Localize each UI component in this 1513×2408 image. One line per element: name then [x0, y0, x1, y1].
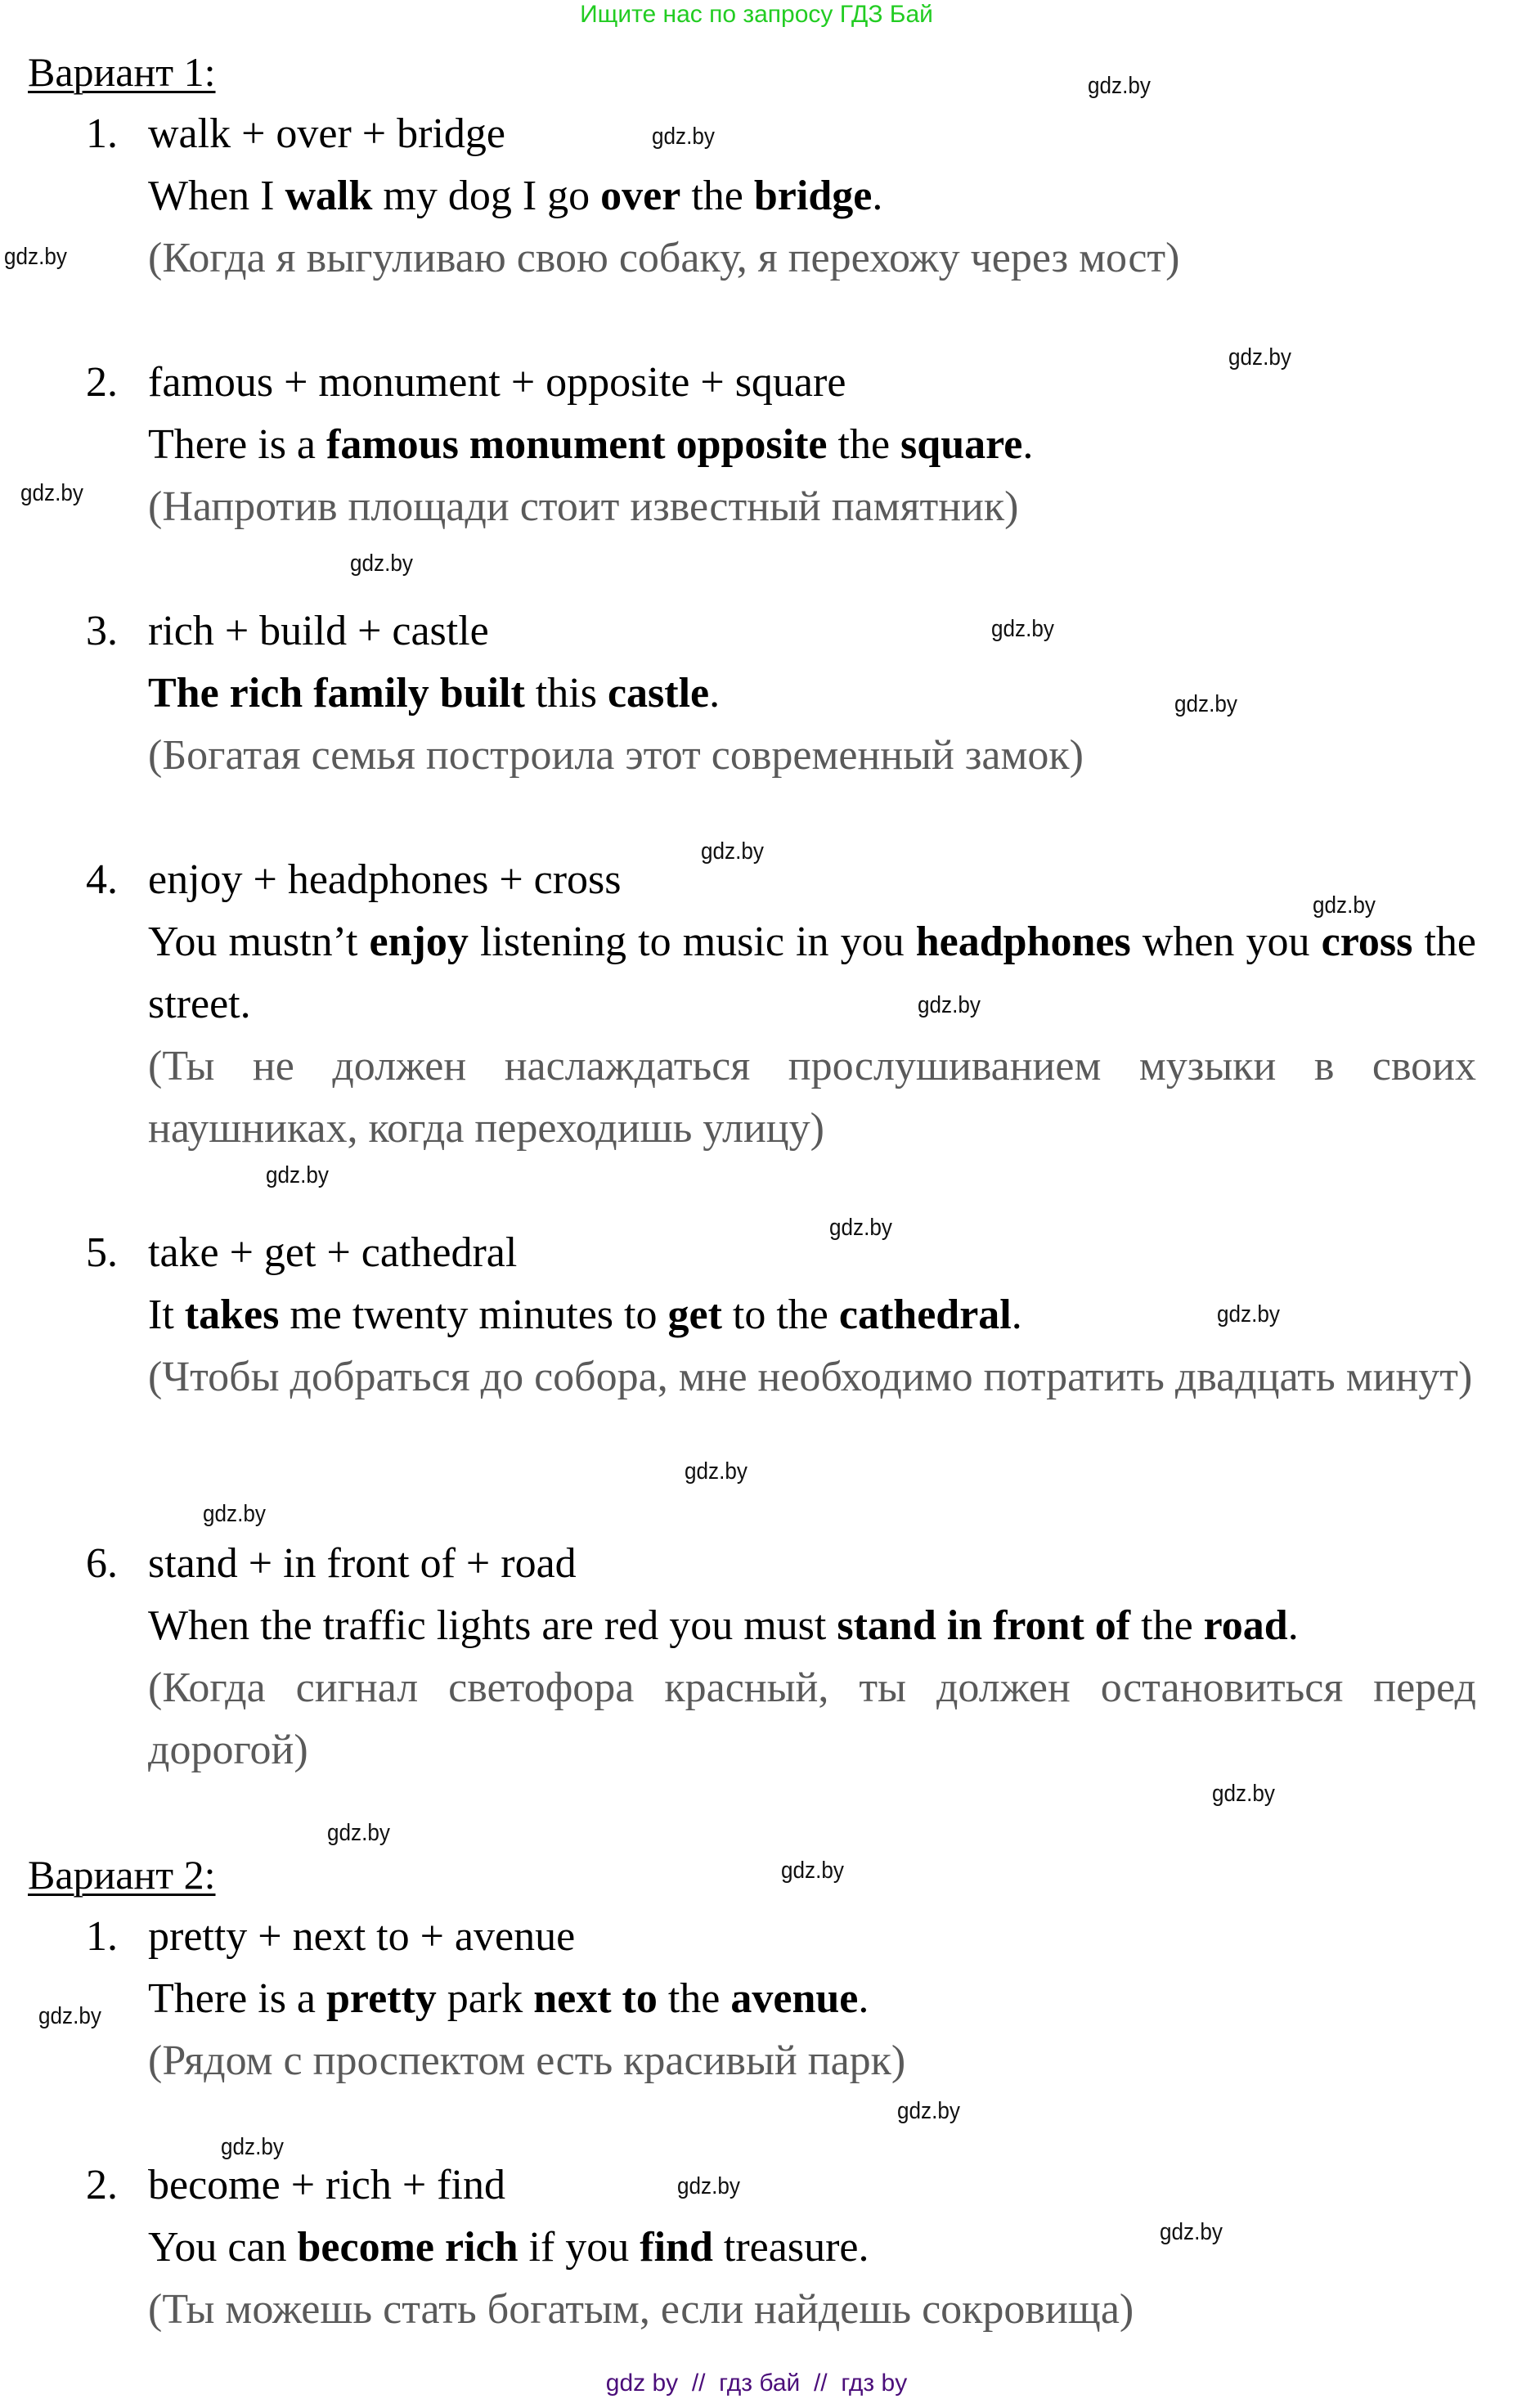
item-sentence — [148, 911, 1476, 1036]
sentence-text: the street. — [148, 919, 1476, 1027]
keyword-bold: find — [640, 2224, 713, 2271]
sentence-text: There is a — [148, 1975, 327, 2022]
item-number: 3. — [86, 608, 118, 654]
sentence-text: me twenty minutes to — [279, 1292, 668, 1338]
item-prompt: take + get + cathedral — [148, 1229, 518, 1276]
item-sentence — [148, 414, 1476, 476]
keyword-bold: next to — [533, 1975, 658, 2022]
sentence-text: when you — [1130, 919, 1322, 965]
item-sentence — [148, 663, 1476, 725]
item-sentence — [148, 165, 1476, 227]
keyword-bold: cathedral — [838, 1292, 1012, 1338]
sentence-text: . — [1011, 1292, 1022, 1338]
exercise-item — [86, 1906, 1476, 2092]
watermark: gdz.by — [221, 2134, 284, 2160]
watermark: gdz.by — [1174, 691, 1237, 717]
exercise-item — [86, 2154, 1476, 2341]
item-prompt: famous + monument + opposite + square — [148, 359, 846, 406]
keyword-bold: cross — [1321, 919, 1413, 965]
item-number: 1. — [86, 110, 118, 157]
watermark: gdz.by — [1313, 892, 1376, 919]
sentence-text: . — [872, 173, 883, 219]
exercise-item — [86, 352, 1476, 538]
watermark: gdz.by — [350, 550, 413, 577]
watermark: gdz.by — [1088, 73, 1151, 99]
sentence-text: the — [1130, 1602, 1204, 1649]
footer-links-note: gdz by // гдз бай // гдз by — [605, 2370, 908, 2397]
sentence-text: the — [680, 173, 754, 219]
search-hint-banner: Ищите нас по запросу ГДЗ Бай — [580, 1, 933, 28]
keyword-bold: enjoy — [369, 919, 469, 965]
keyword-bold: get — [667, 1292, 722, 1338]
keyword-bold: become rich — [297, 2224, 519, 2271]
variant-1-title: Вариант 1: — [28, 49, 216, 95]
item-number: 4. — [86, 856, 118, 903]
item-translation: (Чтобы добраться до собора, мне необходимо потратить двадцать минут) — [148, 1354, 1473, 1400]
watermark: gdz.by — [652, 124, 715, 150]
item-number: 1. — [86, 1913, 118, 1960]
item-translation: (Когда сигнал светофора красный, ты должен остановиться перед дорогой) — [148, 1664, 1476, 1773]
sentence-text: When I — [148, 173, 285, 219]
item-number: 5. — [86, 1229, 118, 1276]
sentence-text: There is a — [148, 421, 327, 468]
watermark: gdz.by — [203, 1501, 266, 1527]
keyword-bold: stand in front of — [837, 1602, 1131, 1649]
exercise-item — [86, 1533, 1476, 1781]
sentence-text: When the traffic lights are red you must — [148, 1602, 837, 1649]
item-prompt: stand + in front of + road — [148, 1540, 577, 1587]
keyword-bold: over — [600, 173, 681, 219]
item-translation: (Напротив площади стоит известный памятник) — [148, 483, 1019, 530]
variant-2-title: Вариант 2: — [28, 1852, 216, 1898]
item-sentence — [148, 1968, 1476, 2030]
sentence-text: . — [858, 1975, 869, 2022]
item-translation: (Когда я выгуливаю свою собаку, я перехожу через мост) — [148, 235, 1180, 281]
watermark: gdz.by — [1160, 2219, 1223, 2245]
item-translation: (Богатая семья построила этот современный замок) — [148, 732, 1084, 779]
keyword-bold: castle — [607, 670, 710, 717]
item-number: 2. — [86, 2162, 118, 2208]
item-prompt: become + rich + find — [148, 2162, 505, 2208]
sentence-text: . — [1287, 1602, 1299, 1649]
watermark: gdz.by — [991, 616, 1054, 642]
sentence-text: You mustn’t — [148, 919, 370, 965]
sentence-text: . — [1022, 421, 1034, 468]
keyword-bold: headphones — [915, 919, 1131, 965]
sentence-text: park — [436, 1975, 534, 2022]
watermark: gdz.by — [781, 1858, 844, 1884]
item-number: 2. — [86, 359, 118, 406]
item-translation: (Ты не должен наслаждаться прослушиванием музыки в своих наушниках, когда переходишь улицу) — [148, 1043, 1476, 1152]
sentence-text: if you — [518, 2224, 640, 2271]
sentence-text: It — [148, 1292, 185, 1338]
watermark: gdz.by — [685, 1458, 748, 1485]
keyword-bold: walk — [285, 173, 373, 219]
keyword-bold: takes — [184, 1292, 280, 1338]
watermark: gdz.by — [327, 1820, 390, 1846]
keyword-bold: bridge — [753, 173, 873, 219]
item-sentence — [148, 1595, 1476, 1657]
watermark: gdz.by — [4, 244, 67, 270]
keyword-bold: road — [1203, 1602, 1288, 1649]
keyword-bold: The rich family built — [148, 670, 525, 717]
sentence-text: treasure. — [712, 2224, 869, 2271]
keyword-bold: famous monument opposite — [326, 421, 828, 468]
watermark: gdz.by — [701, 838, 764, 865]
watermark: gdz.by — [897, 2098, 960, 2124]
watermark: gdz.by — [20, 480, 83, 506]
keyword-bold: avenue — [730, 1975, 859, 2022]
watermark: gdz.by — [1217, 1301, 1280, 1328]
watermark: gdz.by — [918, 992, 981, 1018]
watermark: gdz.by — [677, 2173, 740, 2199]
item-prompt: pretty + next to + avenue — [148, 1913, 576, 1960]
keyword-bold: pretty — [326, 1975, 437, 2022]
watermark: gdz.by — [829, 1215, 892, 1241]
sentence-text: the — [827, 421, 901, 468]
exercise-item — [86, 103, 1476, 290]
sentence-text: . — [709, 670, 721, 717]
sentence-text: the — [657, 1975, 731, 2022]
item-number: 6. — [86, 1540, 118, 1587]
sentence-text: this — [524, 670, 608, 717]
item-prompt: walk + over + bridge — [148, 110, 505, 157]
sentence-text: my dog I go — [372, 173, 601, 219]
watermark: gdz.by — [38, 2003, 101, 2029]
sentence-text: listening to music in you — [468, 919, 916, 965]
sentence-text: to the — [721, 1292, 839, 1338]
item-prompt: rich + build + castle — [148, 608, 489, 654]
watermark: gdz.by — [1228, 344, 1291, 371]
item-prompt: enjoy + headphones + cross — [148, 856, 622, 903]
keyword-bold: square — [900, 421, 1023, 468]
watermark: gdz.by — [1212, 1781, 1275, 1807]
exercise-item — [86, 600, 1476, 787]
sentence-text: You can — [148, 2224, 298, 2271]
item-translation: (Ты можешь стать богатым, если найдешь сокровища) — [148, 2286, 1134, 2333]
exercise-item — [86, 849, 1476, 1160]
item-translation: (Рядом с проспектом есть красивый парк) — [148, 2037, 906, 2084]
item-sentence — [148, 2217, 1476, 2279]
watermark: gdz.by — [266, 1162, 329, 1188]
